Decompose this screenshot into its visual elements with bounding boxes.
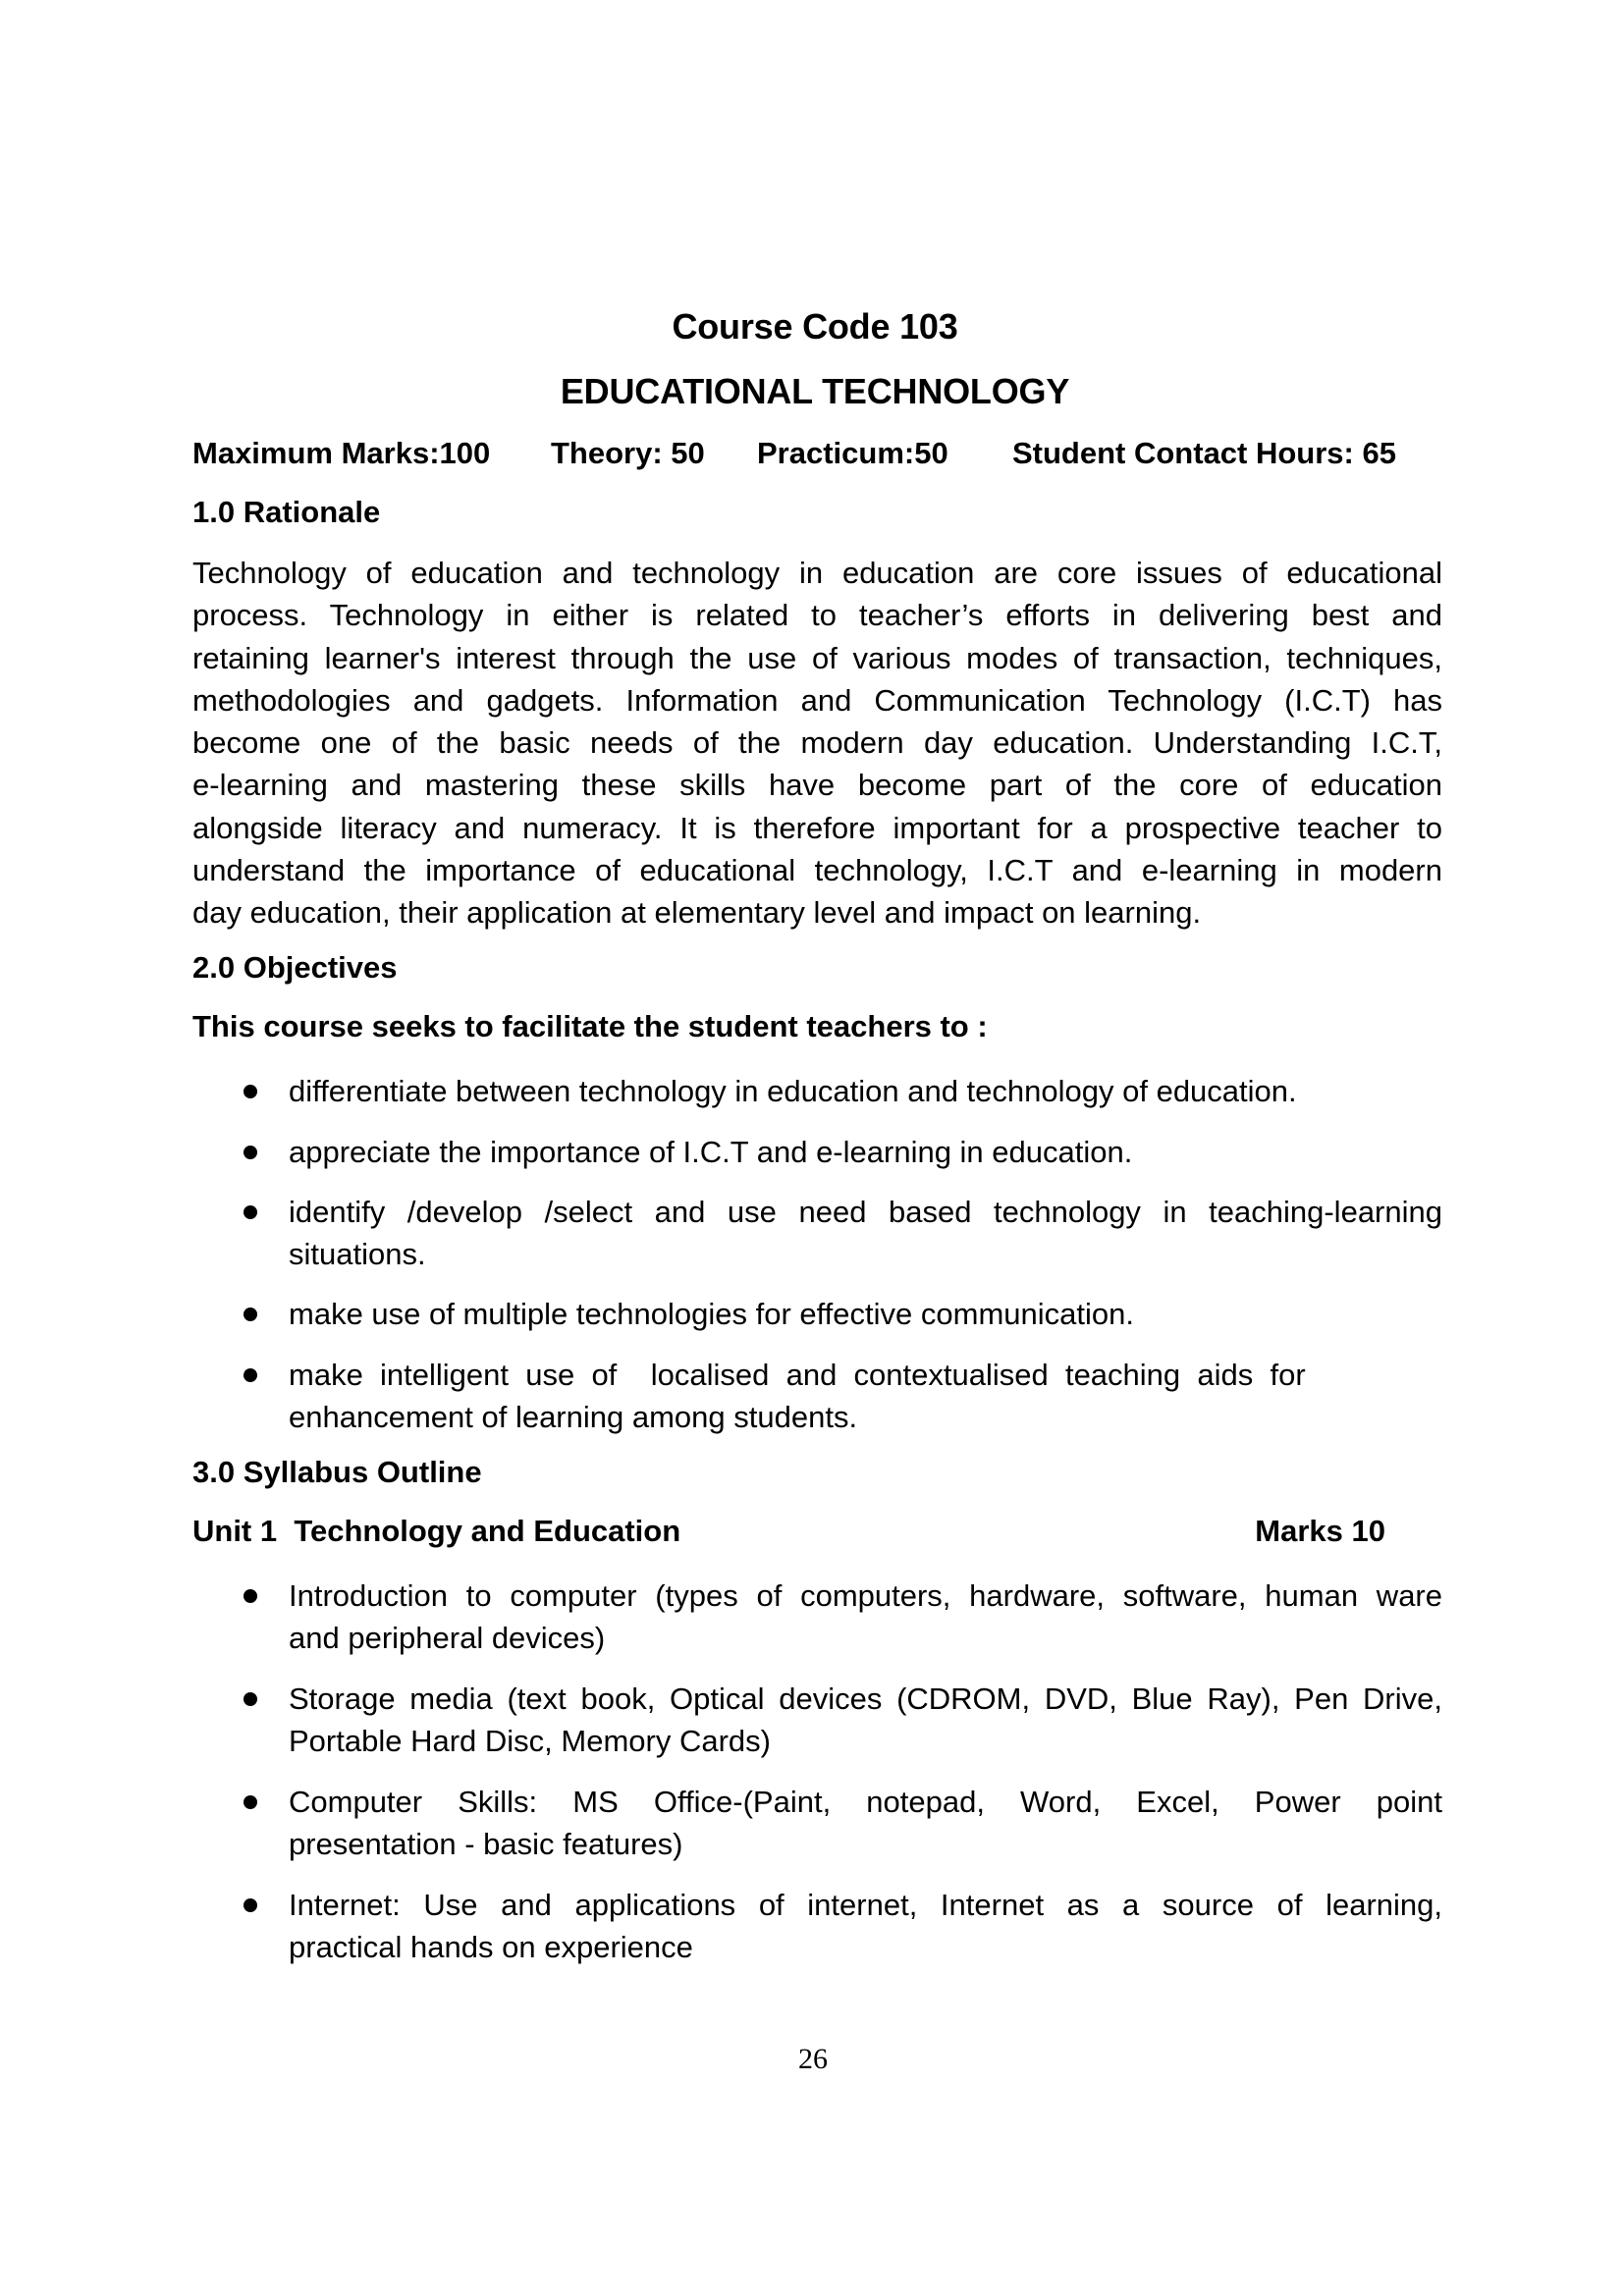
- objective-text: differentiate between technology in education and technology of education.: [289, 1074, 1297, 1108]
- objective-text: enhancement of learning among students.: [289, 1400, 858, 1435]
- maximum-marks: Maximum Marks:100: [192, 436, 491, 470]
- topic-text: practical hands on experience: [289, 1930, 693, 1965]
- rationale-line: understand the importance of educational technology, I.C.T and e-learning in modern: [192, 853, 1442, 888]
- rationale-line: become one of the basic needs of the modern day education. Understanding I.C.T,: [192, 725, 1442, 761]
- unit-1-heading-row: [192, 1514, 1385, 1549]
- bullet-icon: [243, 1692, 257, 1706]
- unit-1-title: Unit 1 Technology and Education: [192, 1514, 681, 1548]
- syllabus-heading: 3.0 Syllabus Outline: [192, 1455, 482, 1489]
- bullet-icon: [243, 1368, 257, 1382]
- course-code-heading: Course Code 103: [672, 306, 958, 347]
- bullet-icon: [243, 1795, 257, 1809]
- unit-1-marks: Marks 10: [1255, 1514, 1385, 1548]
- objective-text: situations.: [289, 1237, 426, 1272]
- topic-text: Computer Skills: MS Office-(Paint, notepad, Word, Excel, Power point: [289, 1785, 1442, 1819]
- objective-text: make use of multiple technologies for effective communication.: [289, 1297, 1134, 1331]
- rationale-paragraph: [192, 552, 1442, 934]
- bullet-icon: [243, 1085, 257, 1098]
- objective-text: make intelligent use of localised and contextualised teaching aids for: [289, 1358, 1306, 1392]
- practicum-marks: Practicum:50: [757, 436, 948, 470]
- course-title-heading: EDUCATIONAL TECHNOLOGY: [560, 371, 1070, 411]
- rationale-line: alongside literacy and numeracy. It is therefore important for a prospective teacher to: [192, 810, 1442, 845]
- topic-text: and peripheral devices): [289, 1621, 606, 1656]
- rationale-line: day education, their application at elementary level and impact on learning.: [192, 895, 1202, 931]
- bullet-icon: [243, 1589, 257, 1603]
- rationale-line: methodologies and gadgets. Information and Communication Technology (I.C.T) has: [192, 682, 1442, 718]
- objectives-heading: 2.0 Objectives: [192, 950, 398, 985]
- objectives-intro: This course seeks to facilitate the student teachers to :: [192, 1009, 988, 1043]
- topic-text: Introduction to computer (types of computers, hardware, software, human ware: [289, 1578, 1442, 1613]
- rationale-line: process. Technology in either is related to teacher’s efforts in delivering best and: [192, 598, 1442, 633]
- theory-marks: Theory: 50: [551, 436, 705, 470]
- rationale-heading: 1.0 Rationale: [192, 495, 381, 529]
- rationale-line: e-learning and mastering these skills have become part of the core of education: [192, 768, 1442, 803]
- topic-text: presentation - basic features): [289, 1827, 683, 1862]
- bullet-icon: [243, 1205, 257, 1219]
- topic-text: Internet: Use and applications of internet, Internet as a source of learning,: [289, 1888, 1442, 1922]
- page-number: 26: [798, 2043, 828, 2075]
- bullet-icon: [243, 1898, 257, 1912]
- contact-hours: Student Contact Hours: 65: [1012, 436, 1396, 470]
- rationale-line: Technology of education and technology in education are core issues of educational: [192, 556, 1442, 590]
- objective-text: identify /develop /select and use need based technology in teaching-learning: [289, 1195, 1442, 1229]
- bullet-icon: [243, 1146, 257, 1159]
- rationale-line: retaining learner's interest through the use of various modes of transaction, techniques,: [192, 640, 1442, 675]
- bullet-icon: [243, 1308, 257, 1321]
- objective-text: appreciate the importance of I.C.T and e-learning in education.: [289, 1135, 1133, 1169]
- topic-text: Storage media (text book, Optical devices (CDROM, DVD, Blue Ray), Pen Drive,: [289, 1682, 1442, 1716]
- topic-text: Portable Hard Disc, Memory Cards): [289, 1724, 771, 1759]
